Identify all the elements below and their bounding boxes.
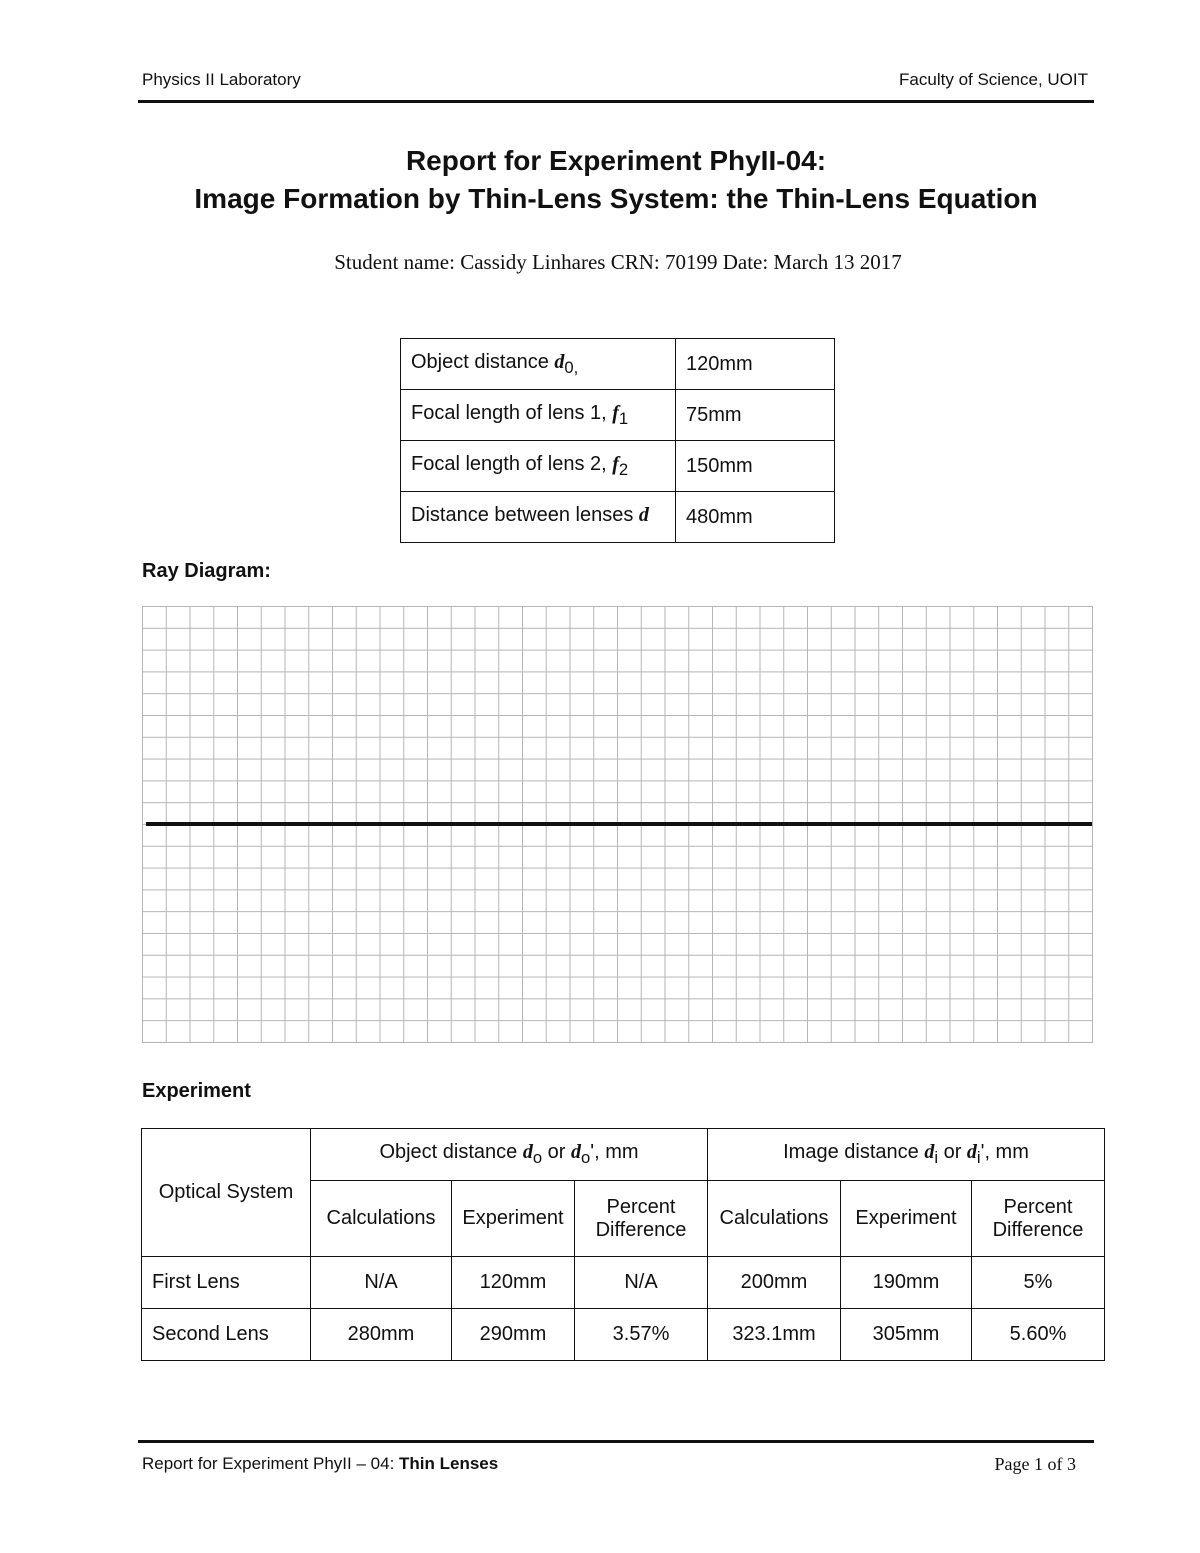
param-label: Distance between lenses d — [401, 492, 676, 543]
table-cell: 5% — [972, 1257, 1105, 1309]
table-row — [401, 492, 835, 543]
table-header-row — [142, 1129, 1105, 1181]
table-cell: 323.1mm — [708, 1309, 841, 1361]
table-cell: 120mm — [452, 1257, 575, 1309]
student-info: Student name: Cassidy Linhares CRN: 70199 Date: March 13 2017 — [334, 250, 902, 274]
column-header: Percent Difference — [972, 1181, 1105, 1257]
title-line-1: Report for Experiment PhyII-04: — [405, 145, 827, 176]
table-cell: 190mm — [841, 1257, 972, 1309]
page-number: Page 1 of 3 — [994, 1454, 1076, 1474]
header-rule — [138, 100, 1094, 103]
column-header: Calculations — [708, 1181, 841, 1257]
optical-system-header: Optical System — [142, 1129, 311, 1257]
param-value: 120mm — [676, 339, 835, 390]
experiment-table — [141, 1128, 1105, 1361]
parameters-table — [400, 338, 835, 543]
table-cell: 290mm — [452, 1309, 575, 1361]
table-row — [401, 390, 835, 441]
table-cell: 5.60% — [972, 1309, 1105, 1361]
param-value: 150mm — [676, 441, 835, 492]
optical-axis-line — [146, 822, 1092, 826]
table-row — [401, 441, 835, 492]
footer-rule — [138, 1440, 1094, 1443]
image-distance-header: Image distance $d_i$ or $d_i'$, mm — [708, 1129, 1105, 1181]
table-row — [401, 339, 835, 390]
ray-diagram-heading: Ray Diagram: — [142, 560, 271, 582]
row-label: First Lens — [142, 1257, 311, 1309]
table-cell: N/A — [311, 1257, 452, 1309]
page-title — [0, 142, 1200, 218]
table-cell: N/A — [575, 1257, 708, 1309]
title-line-2: Image Formation by Thin-Lens System: the Thin-Lens Equation — [194, 183, 1038, 214]
footer-left: Report for Experiment PhyII – 04: Thin Lenses — [142, 1454, 499, 1473]
column-header: Experiment — [841, 1181, 972, 1257]
experiment-heading: Experiment — [142, 1080, 251, 1102]
column-header: Experiment — [452, 1181, 575, 1257]
table-cell: 200mm — [708, 1257, 841, 1309]
table-cell: 305mm — [841, 1309, 972, 1361]
param-label: Focal length of lens 1, $f_1$ — [401, 390, 676, 441]
table-cell: 3.57% — [575, 1309, 708, 1361]
param-label: Focal length of lens 2, $f_2$ — [401, 441, 676, 492]
param-label: Object distance $d_{0,}$ — [401, 339, 676, 390]
column-header: Calculations — [311, 1181, 452, 1257]
table-row — [142, 1257, 1105, 1309]
param-value: 75mm — [676, 390, 835, 441]
header-left: Physics II Laboratory — [142, 70, 301, 89]
object-distance-header: Object distance $d_o$ or $d_o'$, mm — [311, 1129, 708, 1181]
table-cell: 280mm — [311, 1309, 452, 1361]
header-right: Faculty of Science, UOIT — [899, 70, 1088, 89]
param-value: 480mm — [676, 492, 835, 543]
row-label: Second Lens — [142, 1309, 311, 1361]
table-row — [142, 1309, 1105, 1361]
column-header: Percent Difference — [575, 1181, 708, 1257]
